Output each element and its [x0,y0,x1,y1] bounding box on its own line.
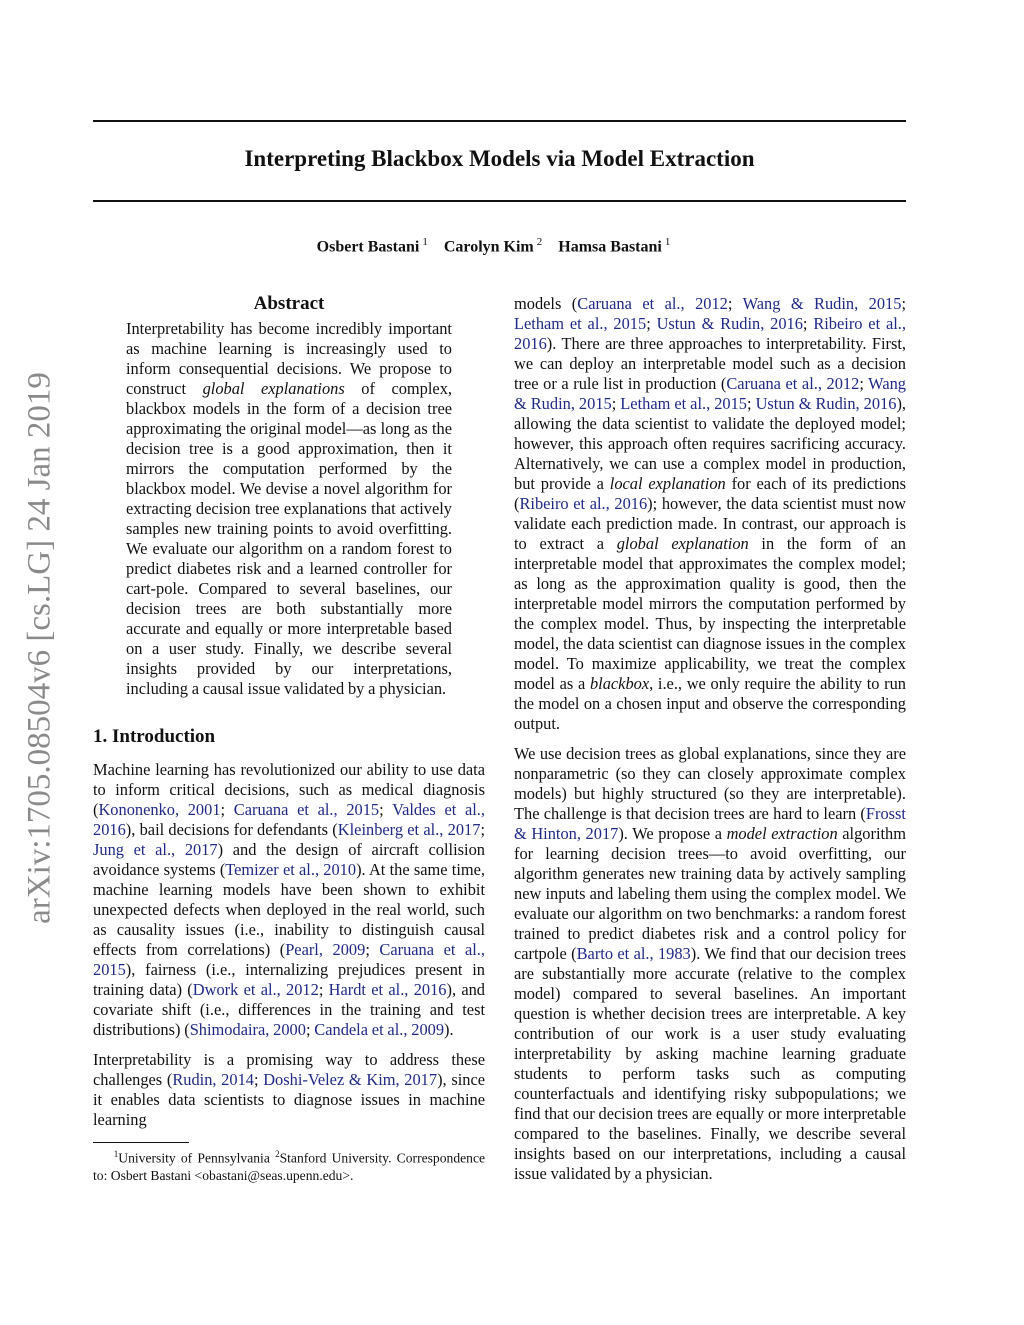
body-text: of complex, blackbox models in the form of a decision tree approximating the original model—as long as the decision tree is a good approximation, then it mirrors the computation performed by the blackbox model. We devise a novel algorithm for extracting decision tree explanations that actively samples new training points to avoid overfitting. We evaluate our algorithm on a random forest to predict diabetes risk and a learned controller for cart-pole. Compared to several baselines, our decision trees are both substantially more accurate and equally or more interpretable based on a user study. Finally, we describe several insights provided by our interpretations, including a causal issue validated by a physician. [126,379,452,698]
emphasized-text: blackbox [589,674,650,693]
body-text: ). We propose a [618,824,727,843]
body-text: ; [305,1020,315,1039]
citation-link[interactable]: Ribeiro et al., 2016 [519,494,648,513]
citation-link[interactable]: Frosst & Hinton, 2017 [514,804,906,843]
author-affiliation-mark: 1 [664,236,671,248]
body-text: in the form of an interpretable model that approximates the complex model; as long as the approximation quality is good, then the interpretable model mirrors the computation performed by the complex model. Thus, by inspecting the interpretable model, the data scientist can diagnose issues in the complex model. To maximize applicability, we treat the complex model as a [514,534,906,693]
footnote-correspondence: Stanford University. Correspondence to: Osbert Bastani <obastani@seas.upenn.edu>. [93,1150,486,1183]
arxiv-identifier: arXiv:1705.08504v6 [cs.LG] 24 Jan 2019 [21,372,58,924]
citation-link[interactable]: Ribeiro et al., 2016 [514,314,906,353]
citation-link[interactable]: Letham et al., 2015 [620,394,747,413]
citation-link[interactable]: Caruana et al., 2012 [726,374,860,393]
title-bottom-rule [93,200,906,202]
footnote-rule [93,1142,189,1143]
emphasized-text: global explanations [202,379,345,398]
author-list [93,236,906,256]
citation-link[interactable]: Valdes et al., 2016 [93,800,485,839]
paragraph [514,744,906,1184]
body-text: We use decision trees as global explanations, since they are nonparametric (so they can closely approximate complex models) but highly structured (so they are interpretable). The challenge is that decision trees are hard to learn ( [514,744,906,823]
citation-link[interactable]: Dwork et al., 2012 [192,980,319,999]
body-text: ; [747,394,756,413]
body-text: ; [379,800,393,819]
body-text: ), fairness (i.e., internalizing prejudices present in training data) ( [93,960,485,999]
emphasized-text: global explanation [616,534,749,553]
citation-link[interactable]: Ustun & Rudin, 2016 [755,394,897,413]
footnote [93,1146,485,1184]
emphasized-text: local explanation [609,474,726,493]
citation-link[interactable]: Rudin, 2014 [172,1070,254,1089]
emphasized-text: model extraction [726,824,838,843]
footnote-mark: 2 [275,1149,280,1159]
body-text: ; [901,294,907,313]
citation-link[interactable]: Kleinberg et al., 2017 [337,820,481,839]
body-text: ); however, the data scientist must now validate each prediction made. In contrast, our approach is to extract a [514,494,906,553]
body-text: ; [253,1070,264,1089]
body-text: ; [365,940,380,959]
body-text: ; [318,980,329,999]
author-name: Carolyn Kim [443,238,534,256]
introduction-heading: 1. Introduction [93,726,216,747]
body-text: ). There are three approaches to interpretability. First, we can deploy an interpretable model such as a decision tree or a rule list in production ( [514,334,906,393]
body-text: Machine learning has revolutionized our ability to use data to inform critical decisions, such as medical diagnosis ( [93,760,485,819]
citation-link[interactable]: Wang & Rudin, 2015 [514,374,906,413]
footnote-mark: 1 [113,1149,119,1159]
citation-link[interactable]: Candela et al., 2009 [314,1020,445,1039]
body-text: algorithm for learning decision trees—to avoid overfitting, our algorithm generates new training data by actively sampling new inputs and labeling them using the complex model. We evaluate our algorithm on two benchmarks: a random forest trained to predict diabetes risk and a control policy for cartpole ( [514,824,906,963]
left-column [93,292,485,1184]
body-text: ; [646,314,657,333]
paragraph [514,294,906,734]
citation-link[interactable]: Barto et al., 1983 [576,944,691,963]
body-text: Interpretability is a promising way to address these challenges ( [93,1050,485,1089]
abstract-heading: Abstract [253,293,325,314]
citation-link[interactable]: Shimodaira, 2000 [189,1020,306,1039]
paragraph [93,1050,485,1130]
body-text: ). [444,1020,454,1039]
body-text: ; [802,314,814,333]
citation-link[interactable]: Hardt et al., 2016 [328,980,447,999]
body-text: ) and the design of aircraft collision avoidance systems ( [93,840,485,879]
paragraph [126,319,452,699]
citation-link[interactable]: Ustun & Rudin, 2016 [656,314,803,333]
citation-link[interactable]: Letham et al., 2015 [514,314,647,333]
body-text: ). We find that our decision trees are substantially more accurate (relative to the complex model) compared to several baselines. An important question is whether decision trees are interpretable. A key contribution of our work is a user study evaluating interpretability by asking machine learning graduate students to perform tasks such as computing counterfactuals and identifying risky subpopulations; we find that our decision trees are equally or more interpretable compared to the baselines. Finally, we describe several insights based on our interpretations, including a causal issue validated by a physician. [514,944,906,1183]
citation-link[interactable]: Pearl, 2009 [285,940,366,959]
body-text: ; [727,294,743,313]
body-text: , i.e., we only require the ability to run the model on a chosen input and observe the corresponding output. [514,674,906,733]
body-text: Interpretability has become incredibly important as machine learning is increasingly used to inform consequential decisions. We propose to construct [126,319,452,398]
body-text: ), bail decisions for defendants ( [125,820,338,839]
title-top-rule [93,120,906,122]
introduction-right-column [514,294,906,1184]
abstract-body [126,319,452,699]
author-name: Hamsa Bastani [558,238,662,256]
citation-link[interactable]: Doshi-Velez & Kim, 2017 [263,1070,438,1089]
citation-link[interactable]: Jung et al., 2017 [93,840,218,859]
citation-link[interactable]: Kononenko, 2001 [98,800,221,819]
citation-link[interactable]: Wang & Rudin, 2015 [742,294,902,313]
body-text: ), since it enables data scientists to diagnose issues in machine learning [93,1070,485,1129]
citation-link[interactable]: Caruana et al., 2015 [93,940,485,979]
author-name: Osbert Bastani [316,238,420,256]
introduction-left-column [93,760,485,1130]
citation-link[interactable]: Caruana et al., 2012 [577,294,728,313]
body-text: ; [480,820,485,839]
body-text: ), and covariate shift (i.e., differences in the training and test distributions) ( [93,980,485,1039]
footnote-affiliation: University of Pennsylvania [118,1150,276,1166]
citation-link[interactable]: Caruana et al., 2015 [233,800,380,819]
citation-link[interactable]: Temizer et al., 2010 [225,860,357,879]
author-affiliation-mark: 2 [536,236,543,248]
author-affiliation-mark: 1 [422,236,428,248]
body-text: ; [220,800,234,819]
paragraph [93,760,485,1040]
body-text: ), allowing the data scientist to validate the deployed model; however, this approach often requires sacrificing accuracy. Alternatively, we can use a complex model in production, but provide a [514,394,906,493]
body-text: ; [859,374,869,393]
body-text: ; [611,394,621,413]
body-text: for each of its predictions ( [514,474,906,513]
paper-title: Interpreting Blackbox Models via Model Extraction [244,146,755,171]
body-text: ). At the same time, machine learning models have been shown to exhibit unexpected defects when deployed in the real world, such as causality issues (i.e., inability to distinguish causal effects from correlations) ( [93,860,485,959]
body-text: models ( [514,294,578,313]
